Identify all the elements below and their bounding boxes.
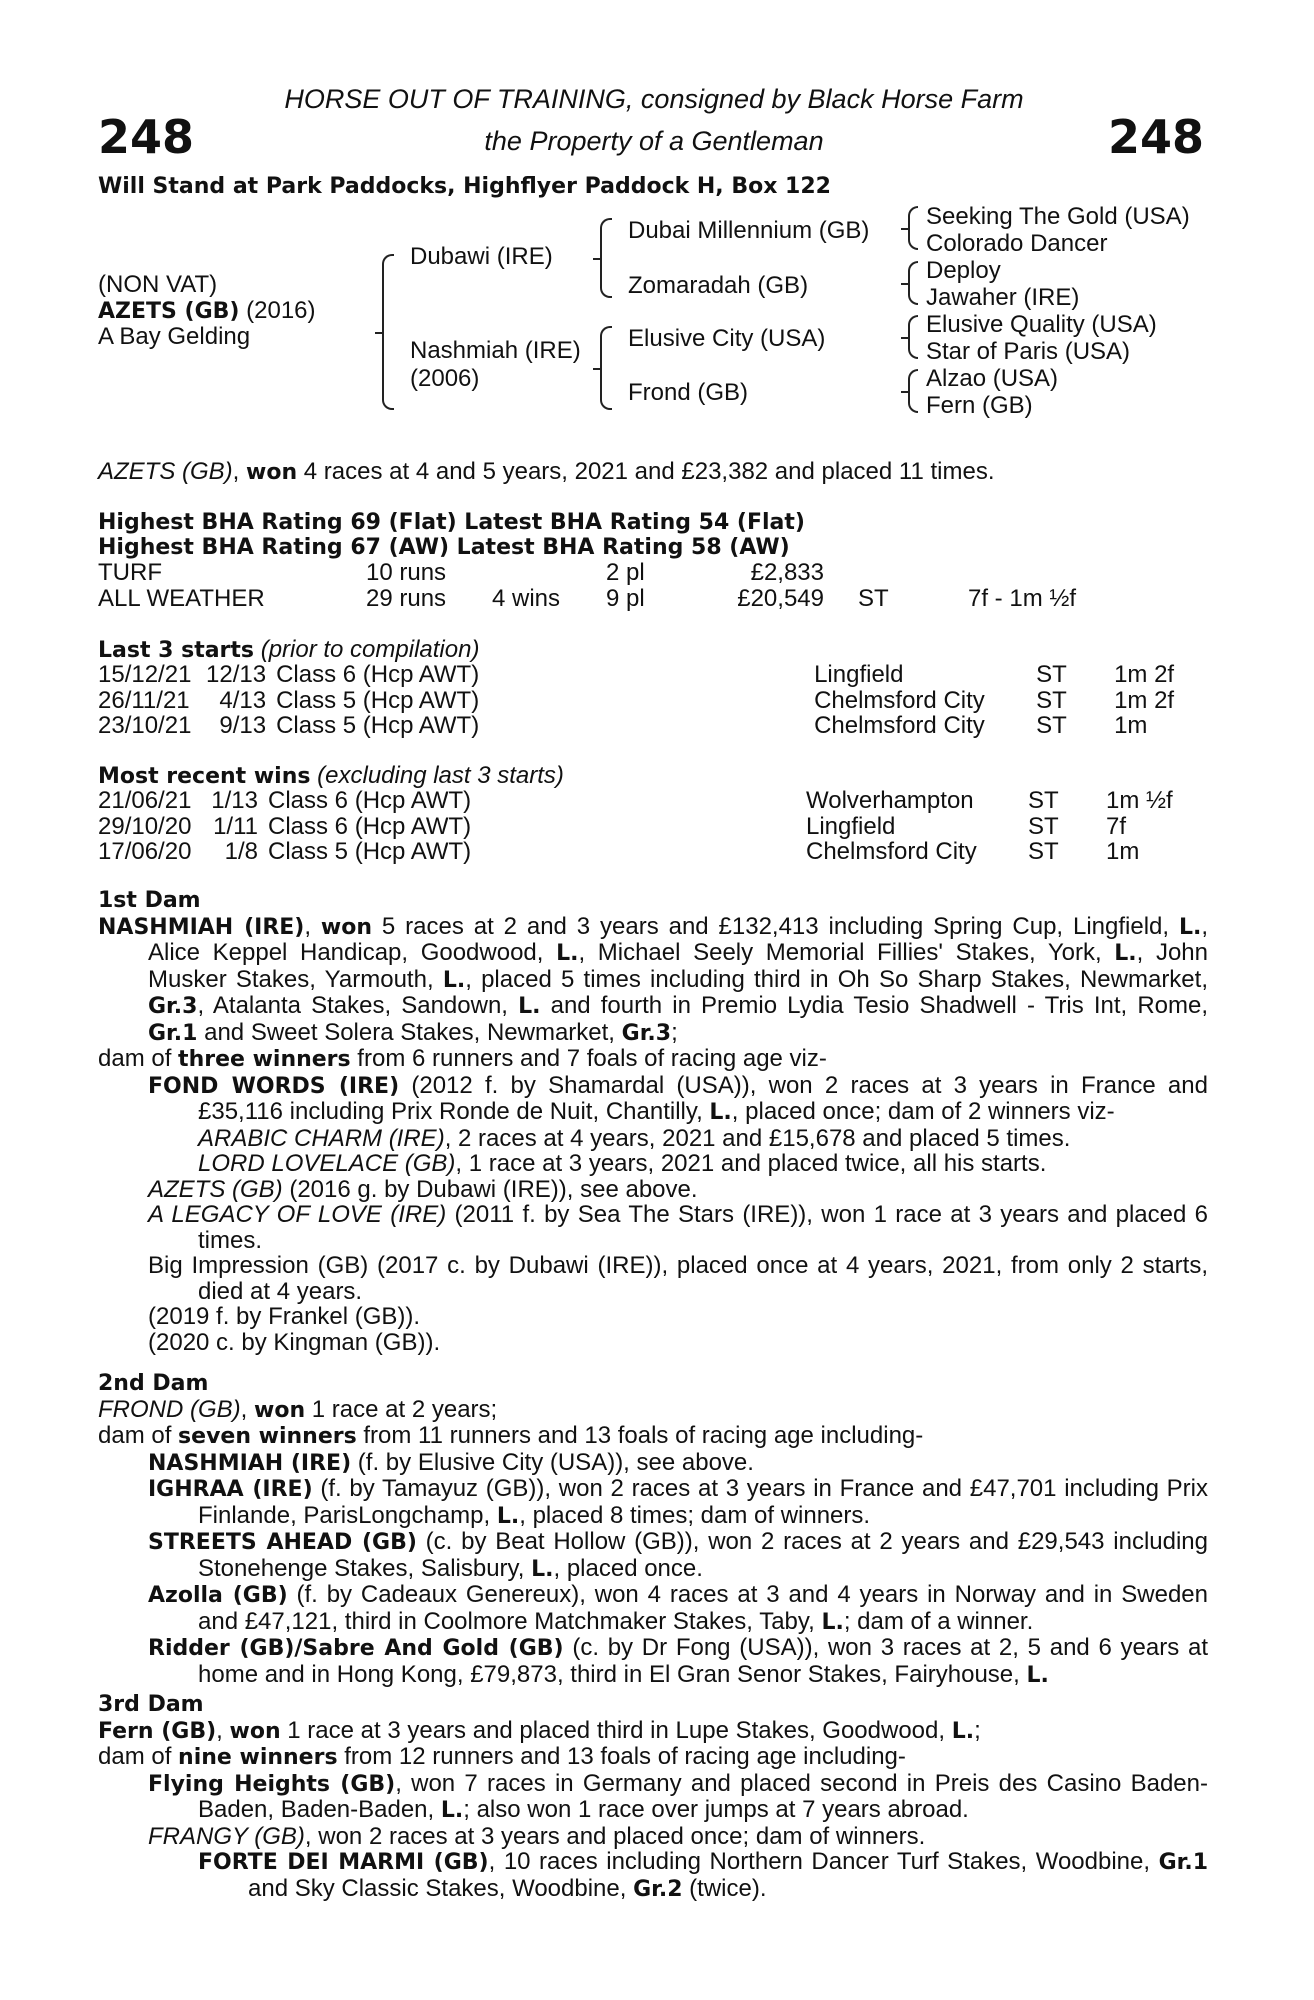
stats-surface: ST bbox=[858, 584, 889, 612]
race-class: Class 6 (Hcp AWT) bbox=[276, 661, 480, 688]
produce-text: dam of bbox=[98, 1045, 179, 1072]
produce-name: LORD LOVELACE (GB) bbox=[198, 1150, 456, 1177]
third-dam-record: Fern (GB), won 1 race at 3 years and placed third in Lupe Stakes, Goodwood, L.; bbox=[98, 1716, 981, 1744]
race-summary: AZETS (GB), won 4 races at 4 and 5 years, 2021 and £23,382 and placed 11 times. bbox=[98, 458, 995, 485]
group-badge: Gr.2 bbox=[633, 1876, 683, 1902]
race-distance: 1m bbox=[1106, 838, 1140, 865]
record-text: and Sweet Solera Stakes, Newmarket, bbox=[197, 1018, 622, 1046]
stats-prize: £20,549 bbox=[737, 584, 824, 612]
produce-text: ; dam of a winner. bbox=[843, 1607, 1034, 1635]
record-text: , placed 5 times including third in Oh So Sharp Stakes, Newmarket, bbox=[465, 965, 1208, 993]
pedigree-brace-g4 bbox=[908, 369, 918, 413]
produce-text: and Sky Classic Stakes, Woodbine, bbox=[248, 1874, 634, 1902]
won-label: won bbox=[254, 1397, 306, 1423]
stats-row-aw bbox=[98, 586, 1076, 612]
winners-count: seven winners bbox=[178, 1424, 357, 1449]
race-surface: ST bbox=[1036, 686, 1067, 714]
race-position: 1/8 bbox=[224, 838, 258, 865]
produce-entry: Big Impression (GB) (2017 c. by Dubawi (IRE)), placed once at 4 years, 2021, from only 2 starts, died at 4 years. bbox=[148, 1252, 1208, 1305]
second-dam-produce-summary bbox=[98, 1423, 1208, 1450]
first-dam-section bbox=[98, 888, 1208, 1355]
listed-badge: L. bbox=[556, 941, 579, 966]
stats-row-turf bbox=[98, 560, 1076, 586]
last3-heading bbox=[98, 637, 479, 664]
third-dam-section bbox=[98, 1692, 1208, 1902]
pedigree-gen3-7: Alzao (USA) bbox=[926, 365, 1059, 392]
pedigree-gen3-5: Elusive Quality (USA) bbox=[926, 311, 1157, 338]
recent-wins-note: (excluding last 3 starts) bbox=[317, 762, 564, 789]
race-position: 1/11 bbox=[213, 812, 258, 840]
first-dam-record: NASHMIAH (IRE), won 5 races at 2 and 3 years and £132,413 including Spring Cup, Lingfield, L., Alice Keppel Handicap, Goodwood, L., Michael Seely Memorial Fillies' Stakes, York, L., John Musker Stakes, Yarmouth, L., placed 5 times including third in Oh So Sharp Stakes, Newmarket, Gr.3, Atalanta Stakes, Sandown, L. and fourth in Premio Lydia Tesio Shadwell - Tris Int, Rome, Gr.1 and Sweet Solera Stakes, Newmarket, Gr.3; bbox=[98, 912, 1209, 1046]
produce-entry bbox=[98, 1177, 1208, 1203]
rating-aw: Highest BHA Rating 67 (AW) Latest BHA Rating 58 (AW) bbox=[98, 535, 790, 560]
produce-text: (2016 g. by Dubawi (IRE)), see above. bbox=[282, 1175, 698, 1203]
group-badge: Gr.1 bbox=[148, 1020, 198, 1046]
race-course: Wolverhampton bbox=[806, 787, 974, 814]
race-class: Class 6 (Hcp AWT) bbox=[268, 812, 472, 840]
listed-badge: L. bbox=[496, 1503, 520, 1529]
produce-text: (f. by Cadeaux Genereux), won 4 races at 3 and 4 years in Norway and in Sweden and £47,121, third in Coolmore Matchmaker Stakes, Taby, bbox=[198, 1581, 1208, 1635]
stats-wins: 4 wins bbox=[492, 584, 561, 612]
pedigree-brace-g1 bbox=[908, 206, 918, 250]
produce-entry: (2019 f. by Frankel (GB)). bbox=[148, 1303, 421, 1330]
last3-table bbox=[98, 662, 1174, 739]
last3-title: Last 3 starts bbox=[98, 638, 255, 663]
race-distance: 1m bbox=[1114, 712, 1148, 739]
race-class: Class 5 (Hcp AWT) bbox=[276, 712, 480, 739]
race-course: Chelmsford City bbox=[814, 712, 985, 739]
produce-name: ARABIC CHARM (IRE) bbox=[198, 1124, 445, 1152]
record-text: , Michael Seely Memorial Fillies' Stakes, York, bbox=[578, 939, 1115, 966]
record-text: and fourth in Premio Lydia Tesio Shadwell - Tris Int, Rome, bbox=[540, 992, 1209, 1019]
listed-badge: L. bbox=[442, 967, 466, 993]
horse-description: A Bay Gelding bbox=[98, 323, 251, 350]
produce-name: FRANGY (GB) bbox=[148, 1822, 305, 1850]
stats-placed: 2 pl bbox=[606, 559, 645, 586]
race-class: Class 5 (Hcp AWT) bbox=[276, 686, 480, 714]
race-date: 23/10/21 bbox=[98, 712, 192, 739]
race-distance: 1m 2f bbox=[1114, 661, 1175, 688]
produce-entry bbox=[98, 1582, 1208, 1635]
race-course: Chelmsford City bbox=[814, 686, 985, 714]
recent-wins-title: Most recent wins bbox=[98, 764, 311, 789]
produce-entry: (2020 c. by Kingman (GB)). bbox=[148, 1328, 441, 1356]
produce-text: (c. by Beat Hollow (GB)), won 2 races at 2 years and £29,543 including Stonehenge Stakes, Salisbury, bbox=[198, 1528, 1208, 1582]
pedigree-dam-sire: Elusive City (USA) bbox=[628, 325, 826, 352]
pedigree-gen3-3: Deploy bbox=[926, 257, 1001, 284]
produce-entry bbox=[98, 1450, 1208, 1477]
race-course: Chelmsford City bbox=[806, 838, 977, 865]
recent-win-row bbox=[98, 788, 1173, 814]
produce-text: (2011 f. by Sea The Stars (IRE)), won 1 race at 3 years and placed 6 times. bbox=[198, 1201, 1208, 1254]
stats-placed: 9 pl bbox=[606, 584, 645, 612]
produce-text: from 12 runners and 13 foals of racing age including- bbox=[337, 1743, 906, 1770]
race-distance: 1m ½f bbox=[1106, 787, 1173, 814]
lot-number-left: 248 bbox=[98, 110, 195, 164]
produce-entry bbox=[98, 1635, 1208, 1688]
summary-won: won bbox=[246, 460, 298, 485]
record-text: ; bbox=[671, 1018, 678, 1046]
pedigree-brace-g2 bbox=[908, 261, 918, 305]
consignment-line: HORSE OUT OF TRAINING, consigned by Black Horse Farm bbox=[284, 84, 1024, 114]
last3-note: (prior to compilation) bbox=[260, 636, 480, 663]
race-position: 12/13 bbox=[206, 661, 267, 688]
produce-entry bbox=[98, 1073, 1208, 1126]
race-date: 15/12/21 bbox=[98, 661, 192, 688]
stats-prize: £2,833 bbox=[750, 559, 824, 586]
produce-text: ; also won 1 race over jumps at 7 years abroad. bbox=[463, 1796, 969, 1823]
produce-name: STREETS AHEAD (GB) bbox=[148, 1530, 417, 1555]
record-text: 1 race at 2 years; bbox=[305, 1395, 498, 1423]
race-class: Class 5 (Hcp AWT) bbox=[268, 838, 472, 865]
produce-entry bbox=[98, 1824, 1208, 1850]
listed-badge: L. bbox=[1178, 914, 1202, 940]
third-dam-heading: 3rd Dam bbox=[98, 1692, 204, 1717]
race-surface: ST bbox=[1036, 661, 1067, 688]
listed-badge: L. bbox=[518, 994, 541, 1019]
produce-name: FORTE DEI MARMI (GB) bbox=[198, 1850, 489, 1875]
race-distance: 1m 2f bbox=[1114, 686, 1175, 714]
pedigree-sire-sire: Dubai Millennium (GB) bbox=[628, 217, 870, 244]
listed-badge: L. bbox=[821, 1609, 844, 1635]
produce-text: dam of bbox=[98, 1422, 179, 1449]
produce-text: , 2 races at 4 years, 2021 and £15,678 and placed 5 times. bbox=[444, 1124, 1071, 1152]
produce-name: Flying Heights (GB) bbox=[148, 1771, 396, 1797]
produce-text: (twice). bbox=[682, 1874, 767, 1902]
first-dam-heading: 1st Dam bbox=[98, 888, 201, 913]
pedigree-sire: Dubawi (IRE) bbox=[410, 243, 553, 270]
produce-text: from 11 runners and 13 foals of racing age including- bbox=[356, 1422, 924, 1449]
last3-row bbox=[98, 662, 1174, 688]
listed-badge: L. bbox=[951, 1718, 975, 1744]
recent-win-row bbox=[98, 839, 1173, 865]
produce-text: , 1 race at 3 years, 2021 and placed twice, all his starts. bbox=[455, 1150, 1047, 1177]
produce-text: , 10 races including Northern Dancer Turf Stakes, Woodbine, bbox=[488, 1848, 1159, 1875]
produce-name: FOND WORDS (IRE) bbox=[148, 1073, 400, 1099]
pedigree-gen3-1: Seeking The Gold (USA) bbox=[926, 203, 1190, 230]
first-dam-produce-summary bbox=[98, 1046, 1208, 1073]
produce-text: , won 2 races at 3 years and placed once; dam of winners. bbox=[304, 1822, 926, 1850]
record-text: 5 races at 2 and 3 years and £132,413 including Spring Cup, Lingfield, bbox=[372, 912, 1179, 940]
listed-badge: L. bbox=[531, 1556, 554, 1582]
race-course: Lingfield bbox=[806, 812, 896, 840]
produce-name: Ridder (GB)/Sabre And Gold (GB) bbox=[148, 1636, 564, 1661]
race-position: 9/13 bbox=[219, 712, 267, 739]
produce-text: dam of bbox=[98, 1743, 179, 1770]
lot-number-right: 248 bbox=[1107, 110, 1204, 164]
race-date: 17/06/20 bbox=[98, 838, 192, 865]
stats-runs: 29 runs bbox=[366, 584, 447, 612]
race-course: Lingfield bbox=[814, 661, 904, 688]
produce-text: from 6 runners and 7 foals of racing age viz- bbox=[350, 1045, 827, 1072]
race-class: Class 6 (Hcp AWT) bbox=[268, 787, 472, 814]
horse-title bbox=[98, 298, 316, 325]
produce-text: (2012 f. by Shamardal (USA)), won 2 races at 3 years in France and £35,116 including Prix Ronde de Nuit, Chantilly, bbox=[198, 1071, 1208, 1125]
pedigree-gen3-8: Fern (GB) bbox=[926, 392, 1033, 419]
last3-row bbox=[98, 713, 1174, 739]
vat-status: (NON VAT) bbox=[98, 271, 218, 298]
pedigree-brace-g3 bbox=[908, 315, 918, 359]
produce-name: A LEGACY OF LOVE (IRE) bbox=[148, 1201, 447, 1228]
race-surface: ST bbox=[1036, 712, 1067, 739]
race-position: 1/13 bbox=[211, 787, 258, 814]
produce-text: (c. by Dr Fong (USA)), won 3 races at 2, 5 and 6 years at home and in Hong Kong, £79,873, third in El Gran Senor Stakes, Fairyhouse, bbox=[198, 1634, 1208, 1688]
second-dam-section bbox=[98, 1371, 1208, 1688]
pedigree-dam-year: (2006) bbox=[410, 365, 480, 392]
produce-text: , placed once; dam of 2 winners viz- bbox=[731, 1098, 1115, 1125]
listed-badge: L. bbox=[1114, 941, 1137, 966]
winners-count: nine winners bbox=[178, 1745, 338, 1770]
stats-surface bbox=[858, 560, 968, 586]
produce-entry bbox=[98, 1476, 1208, 1529]
produce-text: , won 7 races in Germany and placed second in Preis des Casino Baden-Baden, Baden-Baden, bbox=[198, 1769, 1208, 1823]
won-label: won bbox=[229, 1718, 281, 1744]
race-date: 21/06/21 bbox=[98, 787, 192, 814]
won-label: won bbox=[320, 914, 373, 940]
recent-wins-heading bbox=[98, 763, 564, 790]
produce-name: NASHMIAH (IRE) bbox=[148, 1450, 352, 1476]
dam-name: FROND (GB) bbox=[98, 1395, 241, 1423]
produce-entry bbox=[98, 1151, 1208, 1177]
race-date: 26/11/21 bbox=[98, 686, 190, 714]
produce-text: (f. by Tamayuz (GB)), won 2 races at 3 years in France and £47,701 including Prix Finlande, ParisLongchamp, bbox=[198, 1475, 1208, 1529]
stats-runs: 10 runs bbox=[366, 559, 447, 586]
last3-row bbox=[98, 688, 1174, 714]
horse-year: (2016) bbox=[246, 297, 316, 324]
stats-distance: 7f - 1m ½f bbox=[968, 584, 1077, 612]
race-date: 29/10/20 bbox=[98, 812, 192, 840]
produce-entry bbox=[98, 1126, 1208, 1152]
recent-win-row bbox=[98, 814, 1173, 840]
pedigree-dam: Nashmiah (IRE) bbox=[410, 337, 581, 364]
produce-text: , placed once. bbox=[553, 1554, 703, 1582]
group-badge: Gr.1 bbox=[1158, 1850, 1208, 1875]
rating-flat: Highest BHA Rating 69 (Flat) Latest BHA Rating 54 (Flat) bbox=[98, 510, 805, 535]
career-stats-table bbox=[98, 560, 1076, 611]
produce-text: , placed 8 times; dam of winners. bbox=[519, 1501, 871, 1529]
produce-entry bbox=[98, 1529, 1208, 1582]
record-text: , Atalanta Stakes, Sandown, bbox=[197, 992, 519, 1019]
pedigree-brace-sire bbox=[600, 218, 612, 298]
produce-name: Azolla (GB) bbox=[148, 1583, 288, 1608]
pedigree-gen3-2: Colorado Dancer bbox=[926, 230, 1108, 257]
pedigree-gen3-6: Star of Paris (USA) bbox=[926, 338, 1131, 365]
record-text: , John Musker Stakes, Yarmouth, bbox=[148, 939, 1208, 993]
record-text: , Alice Keppel Handicap, Goodwood, bbox=[148, 912, 1208, 966]
produce-entry bbox=[98, 1202, 1208, 1253]
pedigree-sire-dam: Zomaradah (GB) bbox=[628, 272, 809, 299]
summary-horse-name: AZETS (GB) bbox=[98, 458, 233, 485]
listed-badge: L. bbox=[440, 1798, 464, 1823]
group-badge: Gr.3 bbox=[148, 994, 198, 1019]
listed-badge: L. bbox=[709, 1100, 732, 1125]
second-dam-record: FROND (GB), won 1 race at 2 years; bbox=[98, 1395, 498, 1423]
produce-entry bbox=[98, 1849, 1208, 1902]
produce-name: IGHRAA (IRE) bbox=[148, 1477, 313, 1502]
horse-name: AZETS (GB) bbox=[98, 299, 240, 324]
stand-location: Will Stand at Park Paddocks, Highflyer Paddock H, Box 122 bbox=[98, 174, 831, 199]
pedigree-dam-dam: Frond (GB) bbox=[628, 379, 749, 406]
produce-name: AZETS (GB) bbox=[148, 1175, 283, 1203]
race-distance: 7f bbox=[1106, 812, 1127, 840]
stats-label: TURF bbox=[98, 559, 162, 586]
record-text: ; bbox=[974, 1716, 981, 1744]
winners-count: three winners bbox=[178, 1047, 351, 1072]
record-text: 1 race at 3 years and placed third in Lupe Stakes, Goodwood, bbox=[280, 1716, 952, 1744]
group-badge: Gr.3 bbox=[621, 1020, 672, 1046]
produce-text: (f. by Elusive City (USA)), see above. bbox=[351, 1448, 754, 1476]
dam-name: NASHMIAH (IRE) bbox=[98, 914, 305, 940]
race-surface: ST bbox=[1028, 812, 1059, 840]
third-dam-produce-summary bbox=[98, 1744, 1208, 1771]
summary-text: 4 races at 4 and 5 years, 2021 and £23,382 and placed 11 times. bbox=[297, 458, 995, 485]
property-line: the Property of a Gentleman bbox=[484, 126, 824, 156]
second-dam-heading: 2nd Dam bbox=[98, 1371, 209, 1396]
dam-name: Fern (GB) bbox=[98, 1718, 217, 1744]
stats-wins bbox=[492, 560, 606, 586]
race-position: 4/13 bbox=[219, 686, 267, 714]
produce-entry bbox=[98, 1771, 1208, 1824]
pedigree-brace-main bbox=[382, 254, 394, 410]
pedigree-gen3-4: Jawaher (IRE) bbox=[926, 284, 1080, 311]
stats-distance bbox=[968, 560, 1076, 586]
pedigree-brace-dam bbox=[600, 326, 612, 410]
race-surface: ST bbox=[1028, 787, 1059, 814]
stats-label: ALL WEATHER bbox=[98, 584, 265, 612]
listed-badge: L. bbox=[1026, 1662, 1049, 1688]
recent-wins-table bbox=[98, 788, 1173, 865]
race-surface: ST bbox=[1028, 838, 1059, 865]
